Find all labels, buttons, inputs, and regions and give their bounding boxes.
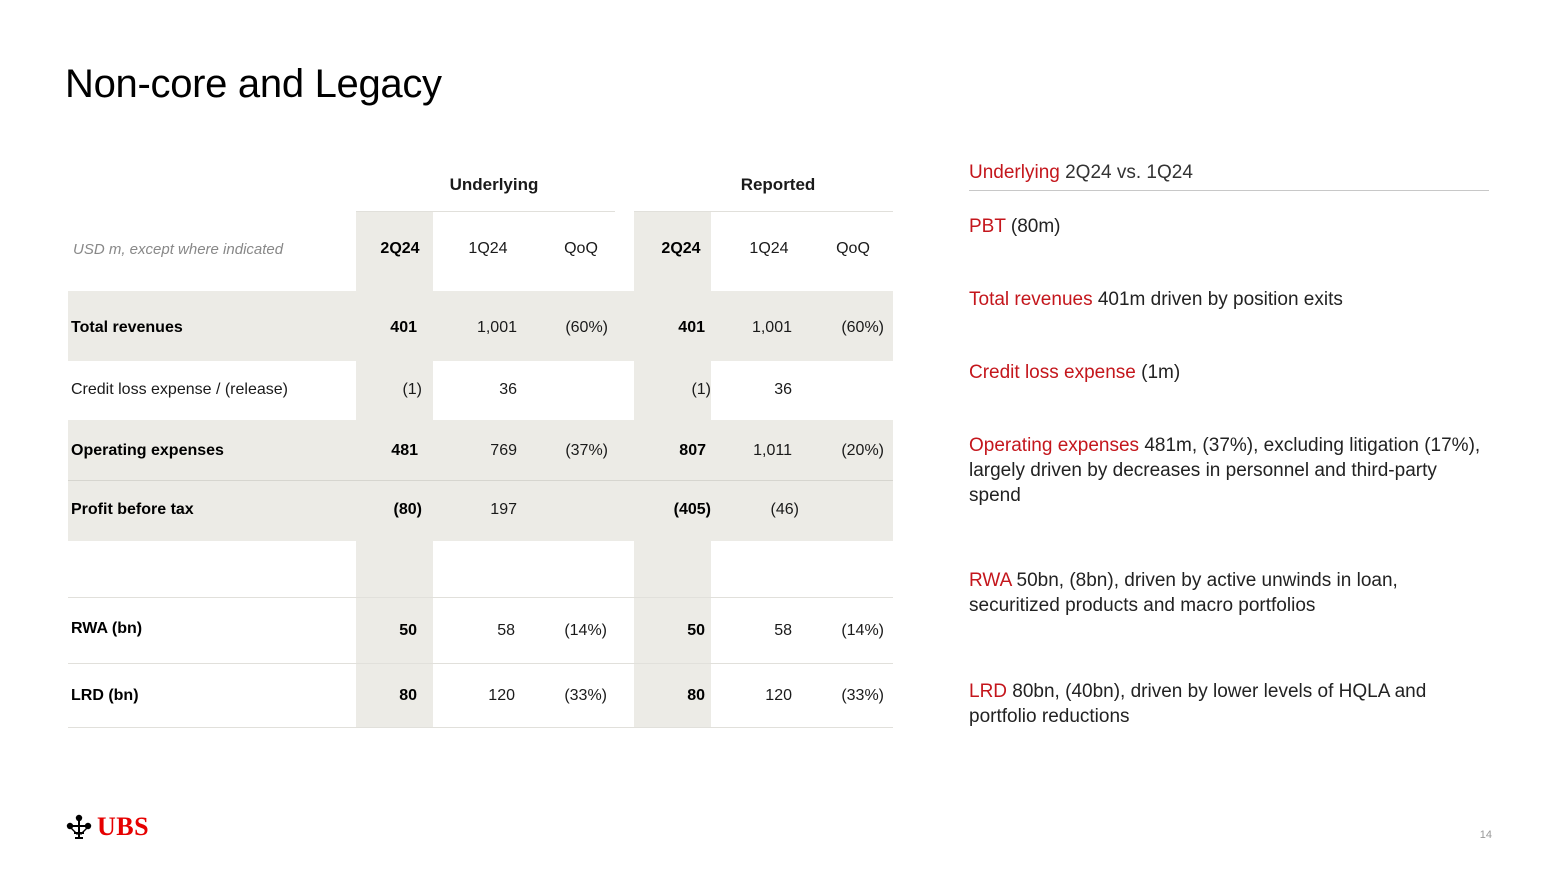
- row-label: Total revenues: [71, 319, 183, 336]
- commentary-item-opex: [969, 433, 1489, 508]
- commentary-text: (1m): [1135, 362, 1181, 383]
- cell-r-1q24: 36: [774, 381, 792, 398]
- column-header-r-2q24: 2Q24: [661, 240, 701, 257]
- column-header-u-1q24: 1Q24: [468, 240, 508, 257]
- cell-u-1q24: 769: [490, 442, 517, 459]
- commentary-item-rwa: [969, 568, 1489, 618]
- row-label: RWA (bn): [71, 620, 143, 637]
- cell-u-1q24: 58: [497, 622, 515, 639]
- commentary-text: 50bn, (8bn), driven by active unwinds in loan, securitized products and macro portfolios: [969, 570, 1398, 616]
- commentary-item-credit-loss: [969, 360, 1489, 385]
- header-underline-reported: [634, 211, 893, 212]
- cell-r-1q24: 1,001: [751, 319, 792, 336]
- unit-label: USD m, except where indicated: [73, 241, 284, 258]
- cell-r-2q24: (405): [673, 501, 711, 518]
- commentary-key: Total revenues: [969, 289, 1093, 310]
- commentary-header: [969, 162, 1193, 184]
- cell-r-1q24: 58: [774, 622, 792, 639]
- cell-u-2q24: (80): [393, 501, 422, 518]
- commentary-key: Credit loss expense: [969, 362, 1136, 383]
- commentary-item-revenues: [969, 287, 1489, 312]
- header-underline-underlying: [356, 211, 615, 212]
- commentary-text: (80m): [1005, 216, 1061, 237]
- cell-u-qoq: (33%): [564, 687, 607, 704]
- cell-u-1q24: 36: [499, 381, 517, 398]
- cell-r-1q24: 1,011: [753, 442, 792, 459]
- commentary-item-lrd: [969, 679, 1489, 729]
- cell-r-1q24: (46): [770, 501, 799, 518]
- row-separator: [68, 597, 893, 598]
- cell-r-qoq: (20%): [841, 442, 884, 459]
- commentary-key: PBT: [969, 216, 1006, 237]
- three-keys-icon: [64, 812, 94, 842]
- commentary-text: 80bn, (40bn), driven by lower levels of HQLA and portfolio reductions: [969, 681, 1427, 727]
- row-label: Operating expenses: [71, 442, 224, 459]
- cell-r-2q24: 80: [687, 687, 705, 704]
- cell-r-2q24: 50: [687, 622, 705, 639]
- commentary-header-rest: 2Q24 vs. 1Q24: [1059, 162, 1193, 183]
- commentary-header-red: Underlying: [969, 162, 1060, 183]
- cell-u-1q24: 120: [488, 687, 515, 704]
- commentary-text: 481m, (37%), excluding litigation (17%), largely driven by decreases in personnel and third-party spend: [969, 435, 1481, 506]
- column-header-r-qoq: QoQ: [836, 240, 870, 257]
- cell-u-1q24: 1,001: [476, 319, 517, 336]
- cell-u-qoq: (37%): [565, 442, 608, 459]
- ubs-logo: [64, 812, 149, 842]
- cell-u-qoq: (14%): [564, 622, 607, 639]
- row-separator: [68, 727, 893, 728]
- row-label: Profit before tax: [71, 501, 194, 518]
- cell-r-qoq: (33%): [841, 687, 884, 704]
- cell-r-2q24: (1): [691, 381, 711, 398]
- cell-u-2q24: 401: [390, 319, 417, 336]
- cell-u-2q24: (1): [402, 381, 422, 398]
- row-separator: [68, 663, 893, 664]
- cell-r-qoq: (14%): [841, 622, 884, 639]
- row-label: LRD (bn): [71, 687, 139, 704]
- cell-r-qoq: (60%): [841, 319, 884, 336]
- page-number: 14: [1479, 829, 1492, 841]
- logo-text: UBS: [97, 812, 150, 841]
- cell-r-2q24: 401: [678, 319, 705, 336]
- cell-u-qoq: (60%): [565, 319, 608, 336]
- column-header-u-2q24: 2Q24: [380, 240, 420, 257]
- commentary-divider: [969, 190, 1489, 191]
- column-header-u-qoq: QoQ: [564, 240, 598, 257]
- commentary-key: LRD: [969, 681, 1008, 702]
- cell-u-1q24: 197: [490, 501, 517, 518]
- cell-r-2q24: 807: [679, 442, 706, 459]
- page-title: Non-core and Legacy: [65, 62, 442, 106]
- row-separator: [68, 480, 893, 481]
- cell-r-1q24: 120: [765, 687, 792, 704]
- commentary-text: 401m driven by position exits: [1092, 289, 1343, 310]
- group-header-reported: Reported: [740, 175, 816, 194]
- group-header-underlying: Underlying: [449, 175, 539, 194]
- commentary-key: Operating expenses: [969, 435, 1140, 456]
- commentary-key: RWA: [969, 570, 1012, 591]
- cell-u-2q24: 50: [399, 622, 417, 639]
- commentary-item-pbt: [969, 214, 1489, 239]
- row-label: Credit loss expense / (release): [71, 381, 288, 398]
- cell-u-2q24: 481: [391, 442, 418, 459]
- cell-u-2q24: 80: [399, 687, 417, 704]
- column-header-r-1q24: 1Q24: [749, 240, 789, 257]
